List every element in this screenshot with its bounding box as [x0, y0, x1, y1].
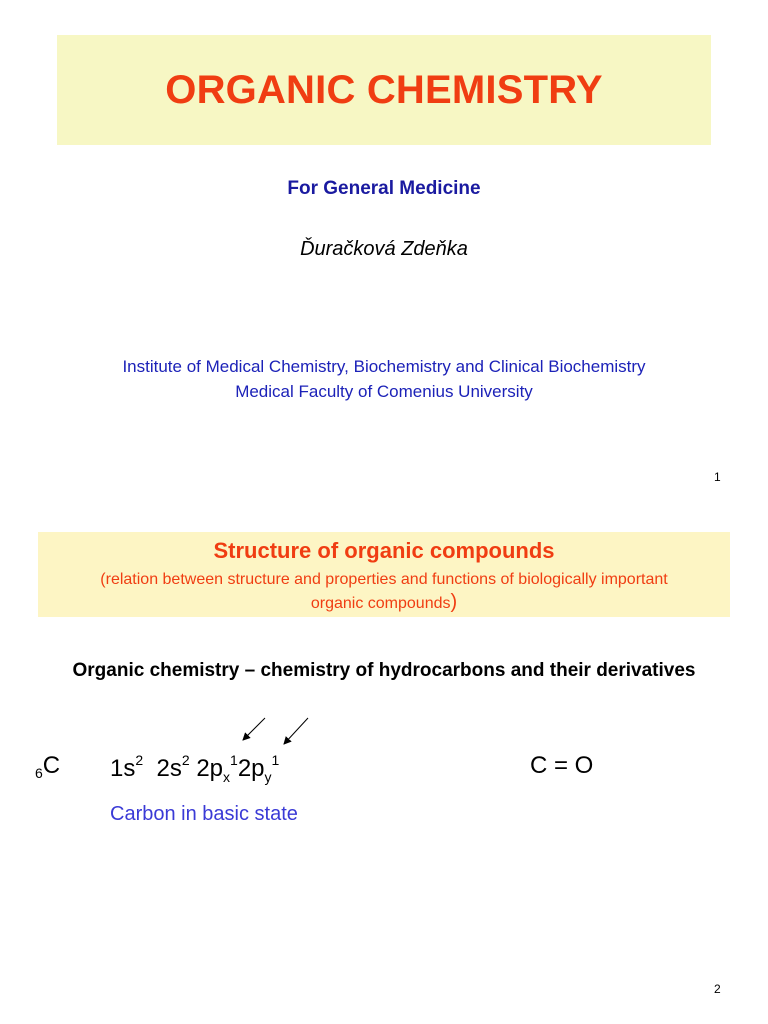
- element-letter: C: [42, 752, 61, 779]
- electrons-2py: 1: [271, 752, 280, 768]
- page-number-1: 1: [714, 470, 721, 484]
- carbon-state-label: Carbon in basic state: [110, 803, 298, 825]
- institute-line-1: Institute of Medical Chemistry, Biochemistry and Clinical Biochemistry: [122, 357, 646, 376]
- slide-title: ORGANIC CHEMISTRY: [165, 67, 603, 112]
- author-name: Ďuračková Zdeňka: [300, 238, 468, 260]
- subscript-y: y: [264, 769, 272, 785]
- orbital-2py: 2p: [237, 755, 265, 782]
- section-subtitle-line-2: organic compounds: [310, 595, 451, 612]
- orbital-2s: 2s: [156, 755, 182, 782]
- section-subtitle: [38, 568, 730, 615]
- arrow-px-icon: [243, 718, 265, 740]
- slide-subtitle: For General Medicine: [287, 178, 481, 199]
- headline: Organic chemistry – chemistry of hydrocarbons and their derivatives: [72, 660, 696, 681]
- section-banner: [38, 532, 730, 617]
- subscript-x: x: [223, 769, 231, 785]
- bond-formula: C = O: [530, 752, 594, 779]
- arrows-icon: [240, 714, 320, 754]
- section-subtitle-close: ): [450, 591, 458, 613]
- institute-line-2: Medical Faculty of Comenius University: [235, 382, 533, 401]
- orbital-1s: 1s: [110, 755, 136, 782]
- page-number-2: 2: [714, 982, 721, 996]
- electron-configuration: [110, 752, 279, 785]
- title-banner: [57, 35, 711, 145]
- electrons-2px: 1: [230, 752, 238, 768]
- atomic-number: 6: [35, 765, 43, 781]
- electrons-2s: 2: [181, 752, 190, 768]
- section-title: Structure of organic compounds: [213, 538, 555, 563]
- section-subtitle-line-1: (relation between structure and properties and functions of biologically important: [100, 571, 668, 588]
- arrow-py-icon: [284, 718, 308, 744]
- orbital-2px: 2p: [196, 755, 224, 782]
- element-symbol: [35, 752, 60, 781]
- electrons-1s: 2: [135, 752, 144, 768]
